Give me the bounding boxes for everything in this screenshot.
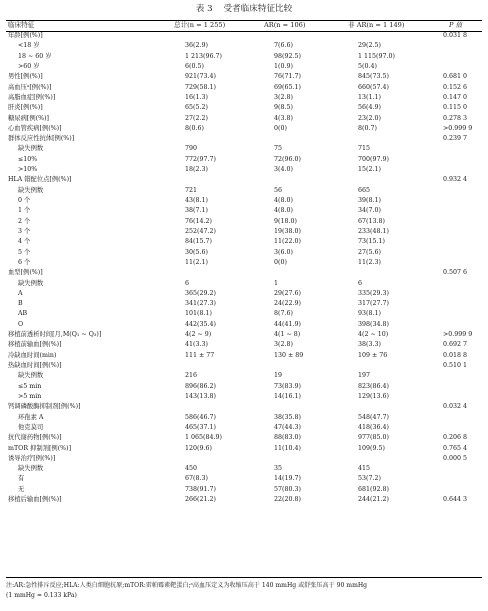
cell-ar: 4(1 ~ 8) [274, 331, 301, 339]
cell-ar: 7(6.6) [274, 42, 293, 50]
cell-ar: 88(83.0) [274, 434, 301, 442]
table-row [6, 155, 482, 165]
cell-non-ar: 977(85.0) [358, 434, 389, 442]
cell-ar: 75 [274, 145, 283, 153]
cell-feature: 他克莫司 [18, 423, 44, 431]
footnote-line-2: (1 mmHg = 0.133 kPa) [6, 591, 77, 599]
cell-feature: 男性[例(%)] [8, 73, 43, 81]
cell-total: 41(3.3) [185, 341, 208, 349]
cell-total: 450 [185, 465, 198, 473]
cell-total: 266(21.2) [185, 496, 216, 504]
cell-feature: 无 [18, 485, 25, 493]
cell-total: 36(2.9) [185, 42, 208, 50]
cell-feature: ≤10% [18, 155, 38, 163]
cell-ar: 4(3.8) [274, 114, 293, 122]
cell-non-ar: 129(13.6) [358, 392, 389, 400]
cell-feature: 冷缺血时间(min) [8, 351, 57, 359]
cell-feature: O [18, 320, 24, 328]
cell-non-ar: 8(0.7) [358, 124, 377, 132]
table-row [6, 134, 482, 144]
header-p-value: P 值 [449, 21, 463, 29]
cell-feature: 缺失例数 [18, 465, 44, 473]
cell-ar: 38(35.8) [274, 413, 301, 421]
table-row [6, 72, 482, 82]
table-row [6, 289, 482, 299]
table-row [6, 165, 482, 175]
cell-non-ar: 67(13.8) [358, 217, 385, 225]
cell-total: 341(27.3) [185, 300, 216, 308]
cell-total: 27(2.2) [185, 114, 208, 122]
table-row [6, 114, 482, 124]
footnote-line-1: 注:AR:急性排斥反应;HLA:人类白细胞抗原;mTOR:雷帕霉素靶蛋白;ᵃ高血压定义为收缩压高于 140 mmHg 或舒张压高于 90 mmHg [6, 582, 368, 589]
cell-non-ar: 398(34.8) [358, 320, 389, 328]
cell-non-ar: 13(1.1) [358, 93, 381, 101]
cell-p-value: 0.681 0 [443, 73, 468, 81]
cell-total: 30(5.6) [185, 248, 208, 256]
cell-total: 1 213(96.7) [185, 52, 222, 60]
table-header-row [6, 20, 482, 31]
cell-total: 16(1.3) [185, 93, 208, 101]
cell-ar: 73(83.9) [274, 382, 301, 390]
cell-non-ar: 845(73.5) [358, 73, 389, 81]
cell-non-ar: 34(7.0) [358, 207, 381, 215]
table-row [6, 423, 482, 433]
cell-feature: B [18, 300, 23, 308]
cell-non-ar: 1 115(97.0) [358, 52, 395, 60]
cell-ar: 44(41.9) [274, 320, 301, 328]
bottom-rule [6, 577, 482, 578]
cell-feature: 移植前透析时间[月,M(Q₁ ~ Q₃)] [8, 331, 102, 339]
cell-non-ar: 27(5.6) [358, 248, 381, 256]
header-ar: AR(n = 106) [264, 21, 306, 29]
cell-total: 43(8.1) [185, 197, 208, 204]
cell-p-value: 0.510 1 [443, 362, 468, 369]
cell-non-ar: 109(9.5) [358, 444, 385, 452]
table-row [6, 330, 482, 340]
cell-feature: 诱导治疗[例(%)] [8, 454, 56, 462]
table-row [6, 93, 482, 103]
cell-p-value: 0.644 3 [443, 496, 468, 504]
table-footnote [6, 581, 482, 600]
cell-ar: 0(0) [274, 258, 287, 266]
cell-non-ar: 715 [358, 145, 371, 153]
cell-non-ar: 5(0.4) [358, 62, 377, 70]
table-row [6, 351, 482, 361]
cell-p-value: >0.999 9 [443, 124, 473, 132]
cell-p-value: 0.152 6 [443, 83, 468, 91]
cell-total: 120(9.6) [185, 444, 212, 452]
cell-feature: ≤5 min [18, 382, 42, 390]
cell-total: 729(58.1) [185, 83, 216, 91]
cell-total: 216 [185, 372, 198, 380]
cell-total: 772(97.7) [185, 155, 216, 163]
cell-ar: 19(38.0) [274, 227, 301, 235]
cell-ar: 98(92.5) [274, 52, 301, 60]
cell-feature: 钙调磷酸酶抑制剂[例(%)] [8, 403, 81, 411]
table-row [6, 124, 482, 134]
cell-non-ar: 660(57.4) [358, 83, 389, 91]
table-row [6, 382, 482, 392]
cell-total: 252(47.2) [185, 227, 216, 235]
table-row [6, 454, 482, 464]
cell-feature: 肝炎[例(%)] [8, 104, 43, 112]
table-row [6, 485, 482, 495]
cell-total: 4(2 ~ 9) [185, 331, 212, 339]
table-row [6, 299, 482, 309]
cell-non-ar: 415 [358, 465, 371, 473]
cell-total: 365(29.2) [185, 289, 216, 297]
cell-total: 896(86.2) [185, 382, 216, 390]
cell-total: 111 ± 77 [185, 351, 215, 359]
cell-total: 76(14.2) [185, 217, 212, 225]
cell-feature: A [18, 289, 23, 297]
cell-non-ar: 4(2 ~ 10) [358, 331, 389, 339]
cell-ar: 56 [274, 186, 283, 194]
table-row [6, 495, 482, 505]
table-row [6, 444, 482, 454]
cell-feature: >60 岁 [18, 62, 40, 70]
table-row [6, 175, 482, 185]
cell-ar: 8(7.6) [274, 310, 293, 318]
cell-ar: 57(80.3) [274, 485, 301, 493]
cell-ar: 76(71.7) [274, 73, 301, 81]
cell-non-ar: 681(92.8) [358, 485, 389, 493]
cell-ar: 14(19.7) [274, 475, 301, 483]
table-row [6, 248, 482, 258]
table-row [6, 186, 482, 196]
table-row [6, 227, 482, 237]
cell-feature: 年龄[例(%)] [8, 32, 43, 39]
table-row [6, 103, 482, 113]
cell-feature: >10% [18, 166, 38, 174]
cell-total: 11(2.1) [185, 258, 208, 266]
cell-total: 18(2.3) [185, 166, 208, 174]
cell-p-value: 0.507 6 [443, 269, 468, 277]
table-row [6, 31, 482, 41]
cell-non-ar: 700(97.9) [358, 155, 389, 163]
header-feature: 临床特征 [8, 21, 35, 29]
cell-total: 143(13.8) [185, 392, 216, 400]
cell-ar: 22(20.8) [274, 496, 301, 504]
cell-non-ar: 244(21.2) [358, 496, 389, 504]
table-row [6, 371, 482, 381]
cell-non-ar: 418(36.4) [358, 423, 389, 431]
cell-feature: 6 个 [18, 258, 31, 266]
cell-non-ar: 23(2.0) [358, 114, 381, 122]
cell-feature: 高血压ᵃ[例(%)] [8, 83, 52, 91]
table-row [6, 258, 482, 268]
cell-non-ar: 56(4.9) [358, 104, 381, 112]
cell-ar: 9(8.5) [274, 104, 293, 112]
cell-total: 101(8.1) [185, 310, 212, 318]
table-row [6, 413, 482, 423]
cell-feature: 缺失例数 [18, 145, 44, 153]
table-row [6, 464, 482, 474]
table-row [6, 268, 482, 278]
cell-p-value: >0.999 9 [443, 331, 473, 339]
cell-non-ar: 233(48.1) [358, 227, 389, 235]
cell-non-ar: 823(86.4) [358, 382, 389, 390]
cell-feature: <18 岁 [18, 42, 40, 50]
cell-ar: 29(27.6) [274, 289, 301, 297]
cell-total: 586(46.7) [185, 413, 216, 421]
cell-ar: 1 [274, 279, 279, 287]
cell-feature: AB [18, 310, 28, 318]
cell-feature: 血型[例(%)] [8, 269, 43, 277]
cell-ar: 14(16.1) [274, 392, 301, 400]
table-row [6, 196, 482, 206]
cell-feature: 2 个 [18, 217, 31, 225]
cell-ar: 3(2.8) [274, 93, 293, 101]
cell-p-value: 0.115 0 [443, 104, 468, 112]
cell-feature: 高脂血症[例(%)] [8, 93, 56, 101]
cell-ar: 9(18.0) [274, 217, 297, 225]
cell-feature: 4 个 [18, 238, 31, 246]
table-row [6, 320, 482, 330]
clinical-features-table [6, 20, 482, 505]
cell-non-ar: 29(2.5) [358, 42, 381, 50]
cell-ar: 72(96.0) [274, 155, 301, 163]
table-caption: 表 3 受者临床特征比较 [195, 4, 293, 14]
cell-non-ar: 335(29.3) [358, 289, 389, 297]
cell-feature: 5 个 [18, 248, 31, 256]
cell-p-value: 0.239 7 [443, 135, 468, 143]
table-row [6, 474, 482, 484]
cell-feature: 缺失例数 [18, 186, 44, 194]
cell-feature: 群体反应性抗体[例(%)] [8, 135, 75, 143]
table-row [6, 392, 482, 402]
cell-total: 38(7.1) [185, 207, 208, 215]
cell-ar: 11(22.0) [274, 238, 301, 246]
cell-ar: 24(22.9) [274, 300, 301, 308]
cell-ar: 4(8.0) [274, 197, 293, 204]
table-row [6, 237, 482, 247]
cell-feature: mTOR 抑制剂[例(%)] [8, 444, 72, 452]
header-rule [6, 31, 482, 32]
cell-total: 790 [185, 145, 198, 153]
cell-non-ar: 38(3.3) [358, 341, 381, 349]
table-row [6, 41, 482, 51]
cell-non-ar: 109 ± 76 [358, 351, 388, 359]
cell-ar: 69(65.1) [274, 83, 301, 91]
cell-p-value: 0.765 4 [443, 444, 468, 452]
cell-feature: 抗代谢药物[例(%)] [8, 434, 62, 442]
cell-total: 442(35.4) [185, 320, 216, 328]
cell-p-value: 0.692 7 [443, 341, 468, 349]
cell-ar: 47(44.3) [274, 423, 301, 431]
cell-total: 465(37.1) [185, 423, 216, 431]
cell-feature: 心血管疾病[例(%)] [8, 124, 62, 132]
cell-feature: 缺失例数 [18, 372, 44, 380]
cell-total: 84(15.7) [185, 238, 212, 246]
cell-non-ar: 665 [358, 186, 371, 194]
cell-ar: 4(8.0) [274, 207, 293, 215]
cell-feature: 环孢素 A [18, 413, 44, 421]
cell-total: 8(0.6) [185, 124, 204, 132]
cell-total: 65(5.2) [185, 104, 208, 112]
cell-non-ar: 548(47.7) [358, 413, 389, 421]
cell-feature: 18 ~ 60 岁 [18, 52, 52, 60]
table-row [6, 340, 482, 350]
cell-feature: 0 个 [18, 197, 31, 204]
cell-ar: 35 [274, 465, 283, 473]
cell-feature: 有 [18, 475, 25, 483]
cell-ar: 3(2.8) [274, 341, 293, 349]
cell-non-ar: 39(8.1) [358, 197, 381, 204]
cell-p-value: 0.032 4 [443, 403, 468, 411]
cell-ar: 11(10.4) [274, 444, 301, 452]
cell-ar: 3(6.0) [274, 248, 293, 256]
cell-non-ar: 93(8.1) [358, 310, 381, 318]
cell-non-ar: 11(2.3) [358, 258, 381, 266]
cell-feature: 1 个 [18, 207, 31, 215]
table-row [6, 217, 482, 227]
table-row [6, 402, 482, 412]
cell-ar: 1(0.9) [274, 62, 293, 70]
table-row [6, 83, 482, 93]
table-row [6, 62, 482, 72]
cell-total: 721 [185, 186, 198, 194]
cell-non-ar: 317(27.7) [358, 300, 389, 308]
table-row [6, 361, 482, 371]
cell-feature: HLA 错配位点[例(%)] [8, 176, 72, 184]
cell-total: 921(73.4) [185, 73, 216, 81]
cell-total: 1 065(84.9) [185, 434, 222, 442]
table-row [6, 52, 482, 62]
cell-ar: 130 ± 89 [274, 351, 304, 359]
cell-total: 6 [185, 279, 190, 287]
table-row [6, 433, 482, 443]
cell-feature: 移植前输血[例(%)] [8, 341, 62, 349]
cell-feature: 移植后输血[例(%)] [8, 496, 62, 504]
cell-non-ar: 15(2.1) [358, 166, 381, 174]
header-total: 总计(n = 1 255) [174, 21, 226, 29]
table-row [6, 206, 482, 216]
cell-total: 67(8.3) [185, 475, 208, 483]
cell-non-ar: 73(15.1) [358, 238, 385, 246]
cell-p-value: 0.031 8 [443, 32, 468, 39]
cell-total: 6(0.5) [185, 62, 204, 70]
cell-feature: 3 个 [18, 227, 31, 235]
cell-ar: 3(4.0) [274, 166, 293, 174]
table-body [6, 31, 482, 505]
cell-p-value: 0.018 8 [443, 351, 468, 359]
cell-ar: 19 [274, 372, 283, 380]
table-row [6, 309, 482, 319]
cell-feature: 缺失例数 [18, 279, 44, 287]
table-row [6, 279, 482, 289]
cell-p-value: 0.932 4 [443, 176, 468, 184]
cell-non-ar: 53(7.2) [358, 475, 381, 483]
cell-non-ar: 197 [358, 372, 371, 380]
cell-feature: 热缺血时间[例(%)] [8, 362, 62, 369]
cell-ar: 0(0) [274, 124, 287, 132]
cell-non-ar: 6 [358, 279, 363, 287]
header-non-ar: 非 AR(n = 1 149) [348, 21, 405, 29]
cell-p-value: 0.278 3 [443, 114, 468, 122]
cell-feature: 糖尿病[例(%)] [8, 114, 49, 122]
cell-p-value: 0.000 5 [443, 454, 468, 462]
cell-p-value: 0.206 8 [443, 434, 468, 442]
cell-p-value: 0.147 0 [443, 93, 468, 101]
cell-feature: >5 min [18, 392, 42, 400]
cell-total: 738(91.7) [185, 485, 216, 493]
table-row [6, 144, 482, 154]
